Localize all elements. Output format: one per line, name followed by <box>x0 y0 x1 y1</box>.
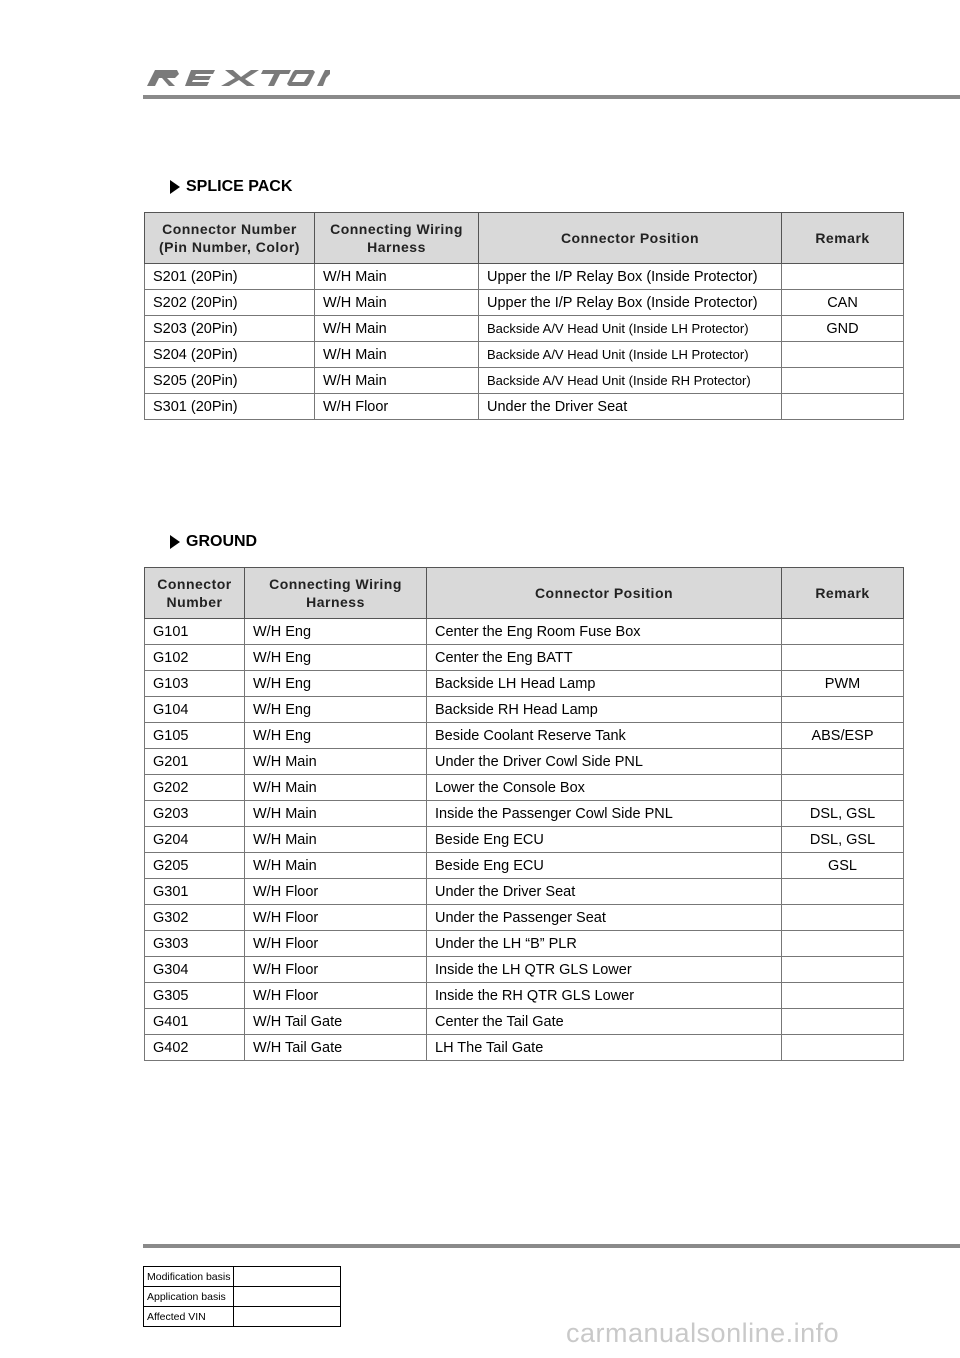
remark-cell <box>782 1035 904 1061</box>
remark-cell <box>782 394 904 420</box>
remark-cell: PWM <box>782 671 904 697</box>
remark-cell <box>782 931 904 957</box>
wiring-harness-cell: W/H Floor <box>245 957 427 983</box>
modification-basis-value <box>234 1267 341 1287</box>
remark-cell <box>782 775 904 801</box>
connector-position-cell: Backside A/V Head Unit (Inside RH Protector) <box>479 368 782 394</box>
table-row <box>145 983 904 1009</box>
wiring-harness-cell: W/H Tail Gate <box>245 1035 427 1061</box>
vin-row <box>144 1307 341 1327</box>
column-header: Connector Number <box>145 568 245 619</box>
remark-cell: DSL, GSL <box>782 827 904 853</box>
remark-cell: DSL, GSL <box>782 801 904 827</box>
connector-number-cell: G105 <box>145 723 245 749</box>
connector-position-cell: Backside RH Head Lamp <box>427 697 782 723</box>
connector-position-cell: Inside the Passenger Cowl Side PNL <box>427 801 782 827</box>
wiring-harness-cell: W/H Eng <box>245 619 427 645</box>
connector-position-cell: Inside the LH QTR GLS Lower <box>427 957 782 983</box>
column-header: Remark <box>782 213 904 264</box>
wiring-harness-cell: W/H Floor <box>245 905 427 931</box>
remark-cell: GND <box>782 316 904 342</box>
connector-position-cell: Upper the I/P Relay Box (Inside Protector) <box>479 264 782 290</box>
wiring-harness-cell: W/H Main <box>315 368 479 394</box>
connector-number-cell: G401 <box>145 1009 245 1035</box>
table-row <box>145 619 904 645</box>
remark-cell <box>782 368 904 394</box>
remark-cell <box>782 957 904 983</box>
column-header: Connector Position <box>427 568 782 619</box>
modification-row <box>144 1267 341 1287</box>
connector-position-cell: Under the Driver Cowl Side PNL <box>427 749 782 775</box>
connector-position-cell: Center the Tail Gate <box>427 1009 782 1035</box>
remark-cell <box>782 619 904 645</box>
connector-position-cell: Lower the Console Box <box>427 775 782 801</box>
connector-number-cell: G301 <box>145 879 245 905</box>
table-row <box>145 368 904 394</box>
remark-cell <box>782 1009 904 1035</box>
remark-cell <box>782 905 904 931</box>
table-row <box>145 879 904 905</box>
ground-title: GROUND <box>170 533 257 551</box>
connector-position-cell: Under the Driver Seat <box>427 879 782 905</box>
remark-cell: CAN <box>782 290 904 316</box>
wiring-harness-cell: W/H Main <box>245 853 427 879</box>
column-header: Connector Number (Pin Number, Color) <box>145 213 315 264</box>
table-row <box>145 290 904 316</box>
connector-number-cell: G304 <box>145 957 245 983</box>
table-row <box>145 775 904 801</box>
wiring-harness-cell: W/H Main <box>315 290 479 316</box>
table-header-row <box>145 568 904 619</box>
connector-position-cell: Center the Eng BATT <box>427 645 782 671</box>
wiring-harness-cell: W/H Floor <box>245 879 427 905</box>
connector-number-cell: G104 <box>145 697 245 723</box>
wiring-harness-cell: W/H Main <box>245 801 427 827</box>
connector-number-cell: G204 <box>145 827 245 853</box>
connector-position-cell: Beside Eng ECU <box>427 827 782 853</box>
connector-number-cell: S301 (20Pin) <box>145 394 315 420</box>
wiring-harness-cell: W/H Eng <box>245 645 427 671</box>
connector-position-cell: Under the LH “B” PLR <box>427 931 782 957</box>
connector-position-cell: Backside A/V Head Unit (Inside LH Protector) <box>479 316 782 342</box>
table-row <box>145 801 904 827</box>
watermark: carmanualsonline.info <box>566 1318 840 1348</box>
wiring-harness-cell: W/H Eng <box>245 697 427 723</box>
triangle-bullet-icon <box>170 535 180 549</box>
wiring-harness-cell: W/H Floor <box>245 931 427 957</box>
connector-number-cell: S204 (20Pin) <box>145 342 315 368</box>
table-row <box>145 749 904 775</box>
table-row <box>145 723 904 749</box>
table-row <box>145 264 904 290</box>
column-header: Connecting Wiring Harness <box>315 213 479 264</box>
connector-position-cell: Under the Driver Seat <box>479 394 782 420</box>
table-row <box>145 316 904 342</box>
remark-cell <box>782 697 904 723</box>
remark-cell: ABS/ESP <box>782 723 904 749</box>
wiring-harness-cell: W/H Eng <box>245 671 427 697</box>
connector-position-cell: Backside A/V Head Unit (Inside LH Protector) <box>479 342 782 368</box>
splice-pack-title: SPLICE PACK <box>170 178 292 196</box>
connector-position-cell: Backside LH Head Lamp <box>427 671 782 697</box>
connector-number-cell: G303 <box>145 931 245 957</box>
table-row <box>145 827 904 853</box>
table-row <box>145 671 904 697</box>
connector-number-cell: G202 <box>145 775 245 801</box>
connector-number-cell: G101 <box>145 619 245 645</box>
connector-number-cell: G103 <box>145 671 245 697</box>
remark-cell: GSL <box>782 853 904 879</box>
connector-position-cell: LH The Tail Gate <box>427 1035 782 1061</box>
wiring-harness-cell: W/H Eng <box>245 723 427 749</box>
connector-position-cell: Under the Passenger Seat <box>427 905 782 931</box>
connector-number-cell: S203 (20Pin) <box>145 316 315 342</box>
connector-position-cell: Beside Eng ECU <box>427 853 782 879</box>
wiring-harness-cell: W/H Tail Gate <box>245 1009 427 1035</box>
table-row <box>145 394 904 420</box>
connector-number-cell: G203 <box>145 801 245 827</box>
table-row <box>145 957 904 983</box>
wiring-harness-cell: W/H Main <box>315 264 479 290</box>
table-row <box>145 905 904 931</box>
connector-position-cell: Beside Coolant Reserve Tank <box>427 723 782 749</box>
wiring-harness-cell: W/H Main <box>245 749 427 775</box>
wiring-harness-cell: W/H Main <box>315 342 479 368</box>
table-row <box>145 697 904 723</box>
connector-number-cell: S202 (20Pin) <box>145 290 315 316</box>
wiring-harness-cell: W/H Main <box>245 775 427 801</box>
wiring-harness-cell: W/H Main <box>245 827 427 853</box>
table-header-row <box>145 213 904 264</box>
remark-cell <box>782 264 904 290</box>
modification-basis-label: Modification basis <box>144 1267 234 1287</box>
affected-vin-label: Affected VIN <box>144 1307 234 1327</box>
modification-info-box <box>143 1266 341 1327</box>
remark-cell <box>782 645 904 671</box>
remark-cell <box>782 342 904 368</box>
wiring-harness-cell: W/H Main <box>315 316 479 342</box>
connector-number-cell: G305 <box>145 983 245 1009</box>
wiring-harness-cell: W/H Floor <box>245 983 427 1009</box>
table-row <box>145 931 904 957</box>
remark-cell <box>782 749 904 775</box>
column-header: Remark <box>782 568 904 619</box>
affected-vin-value <box>234 1307 341 1327</box>
column-header: Connector Position <box>479 213 782 264</box>
connector-position-cell: Center the Eng Room Fuse Box <box>427 619 782 645</box>
connector-number-cell: G201 <box>145 749 245 775</box>
table-row <box>145 1035 904 1061</box>
connector-number-cell: S201 (20Pin) <box>145 264 315 290</box>
remark-cell <box>782 983 904 1009</box>
table-row <box>145 645 904 671</box>
wiring-harness-cell: W/H Floor <box>315 394 479 420</box>
remark-cell <box>782 879 904 905</box>
header-rule <box>143 95 960 99</box>
connector-position-cell: Upper the I/P Relay Box (Inside Protector) <box>479 290 782 316</box>
table-row <box>145 853 904 879</box>
splice-pack-table <box>144 212 904 420</box>
connector-number-cell: G302 <box>145 905 245 931</box>
connector-number-cell: G102 <box>145 645 245 671</box>
footer-rule <box>143 1244 960 1248</box>
connector-number-cell: G402 <box>145 1035 245 1061</box>
column-header: Connecting Wiring Harness <box>245 568 427 619</box>
application-row <box>144 1287 341 1307</box>
table-row <box>145 1009 904 1035</box>
application-basis-label: Application basis <box>144 1287 234 1307</box>
connector-number-cell: S205 (20Pin) <box>145 368 315 394</box>
rexton-logo <box>145 66 330 90</box>
application-basis-value <box>234 1287 341 1307</box>
triangle-bullet-icon <box>170 180 180 194</box>
ground-table <box>144 567 904 1061</box>
connector-position-cell: Inside the RH QTR GLS Lower <box>427 983 782 1009</box>
connector-number-cell: G205 <box>145 853 245 879</box>
table-row <box>145 342 904 368</box>
